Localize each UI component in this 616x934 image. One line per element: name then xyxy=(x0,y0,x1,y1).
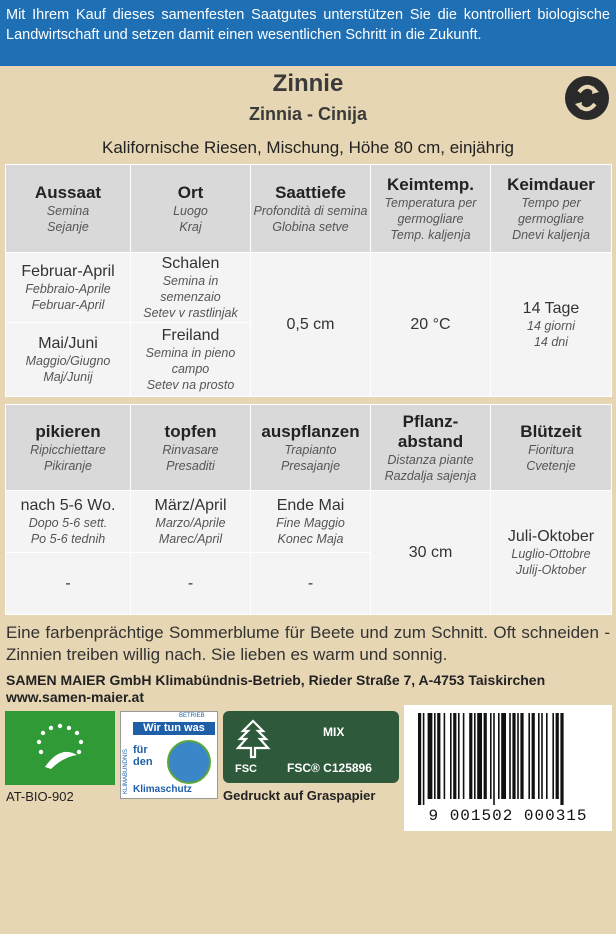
barcode-bar xyxy=(484,713,487,799)
barcode-bar xyxy=(538,713,540,799)
barcode-bar xyxy=(434,713,436,799)
barcode-bar xyxy=(437,713,440,799)
barcode-bar xyxy=(444,713,446,799)
barcode-bar xyxy=(556,713,559,799)
sowing-table xyxy=(5,164,612,397)
barcode-bar xyxy=(501,713,506,799)
eu-organic-logo xyxy=(5,711,115,785)
topfen-row2: - xyxy=(131,553,251,615)
fsc-mix: MIX xyxy=(323,725,345,739)
header-ort: Ort Luogo Kraj xyxy=(131,165,251,253)
barcode-bar xyxy=(520,713,523,799)
ort-row2: Freiland Semina in pieno campo Setev na prosto xyxy=(131,323,251,397)
barcode-bar xyxy=(512,713,515,799)
header-auspflanzen: auspflanzen Trapianto Presajanje xyxy=(251,405,371,491)
globe-icon xyxy=(167,740,211,784)
barcode-bar xyxy=(490,713,492,799)
klimabuendnis-logo xyxy=(120,711,218,799)
fsc-logo xyxy=(223,711,399,783)
ort-row1: Schalen Semina in semenzaio Setev v rastlinjak xyxy=(131,253,251,323)
eu-organic-code: AT-BIO-902 xyxy=(6,789,74,804)
keimtemp-value: 20 °C xyxy=(371,253,491,397)
barcode-bar xyxy=(469,713,472,799)
klimabuendnis-klimaschutz: Klimaschutz xyxy=(133,784,192,795)
barcode-bar xyxy=(418,713,421,805)
company-website: www.samen-maier.at xyxy=(6,689,144,705)
klimabuendnis-vertical-text: KLIMABÜNDNIS xyxy=(123,748,129,794)
saattiefe-value: 0,5 cm xyxy=(251,253,371,397)
header-pflanzabstand: Pflanz-abstand Distanza piante Razdalja sajenja xyxy=(371,405,491,491)
barcode-bar xyxy=(458,713,460,799)
klimabuendnis-slogan: Wir tun was xyxy=(133,722,215,735)
barcode-bar xyxy=(552,713,554,799)
recycle-icon xyxy=(565,76,609,120)
bluetezeit-value: Juli-Oktober Luglio-Ottobre Julij-Oktober xyxy=(491,491,612,615)
barcode-bar xyxy=(546,713,548,799)
company-info xyxy=(6,672,545,706)
header-keimdauer: Keimdauer Tempo per germogliare Dnevi kaljenja xyxy=(491,165,612,253)
barcode-number: 9 001502 000315 xyxy=(428,807,588,825)
aussaat-row1: Februar-April Febbraio-Aprile Februar-April xyxy=(6,253,131,323)
barcode-bar xyxy=(498,713,500,799)
barcode xyxy=(404,705,612,831)
barcode-bar xyxy=(423,713,425,805)
barcode-bar xyxy=(509,713,511,799)
barcode-bar xyxy=(528,713,530,799)
header-pikieren: pikieren Ripicchiettare Pikiranje xyxy=(6,405,131,491)
klimabuendnis-fuer: für den xyxy=(133,744,153,768)
barcode-bars xyxy=(404,705,612,805)
klimabuendnis-betrieb: BETRIEB xyxy=(179,713,205,719)
barcode-bar xyxy=(493,713,495,805)
barcode-bar xyxy=(541,713,543,799)
barcode-bar xyxy=(453,713,456,799)
barcode-bar xyxy=(450,713,452,799)
fsc-label: FSC xyxy=(235,763,257,775)
barcode-bar xyxy=(477,713,482,799)
description: Eine farbenprächtige Sommerblume für Beete und zum Schnitt. Oft schneiden - Zinnien treiben willig nach. Sie lieben es warm und sonnig. xyxy=(6,623,610,664)
header-saattiefe: Saattiefe Profondità di semina Globina setve xyxy=(251,165,371,253)
product-title: Zinnie xyxy=(272,70,344,97)
aussaat-row2: Mai/Juni Maggio/Giugno Maj/Junij xyxy=(6,323,131,397)
topfen-row1: März/April Marzo/Aprile Marec/April xyxy=(131,491,251,553)
barcode-bar xyxy=(463,713,465,799)
auspflanzen-row1: Ende Mai Fine Maggio Konec Maja xyxy=(251,491,371,553)
pikieren-row1: nach 5-6 Wo. Dopo 5-6 sett. Po 5-6 tednih xyxy=(6,491,131,553)
abstand-value: 30 cm xyxy=(371,491,491,615)
barcode-bar xyxy=(560,713,563,805)
barcode-bar xyxy=(517,713,519,799)
variety-line: Kalifornische Riesen, Mischung, Höhe 80 cm, einjährig xyxy=(102,138,514,157)
keimdauer-value: 14 Tage 14 giorni 14 dni xyxy=(491,253,612,397)
barcode-bar xyxy=(474,713,476,799)
fsc-tree-icon xyxy=(233,717,273,761)
company-address: SAMEN MAIER GmbH Klimabündnis-Betrieb, Rieder Straße 7, A-4753 Taiskirchen xyxy=(6,672,546,688)
header-bluetezeit: Blützeit Fioritura Cvetenje xyxy=(491,405,612,491)
product-subtitle: Zinnia - Cinija xyxy=(248,104,367,124)
pikieren-row2: - xyxy=(6,553,131,615)
top-banner: Mit Ihrem Kauf dieses samenfesten Saatgutes unterstützen Sie die kontrolliert biologische Landwirtschaft und setzen damit einen wesentlichen Schritt in die Zukunft. xyxy=(0,0,616,66)
fsc-code: FSC® C125896 xyxy=(287,761,372,775)
barcode-bar xyxy=(532,713,535,799)
header-topfen: topfen Rinvasare Presaditi xyxy=(131,405,251,491)
header-aussaat: Aussaat Semina Sejanje xyxy=(6,165,131,253)
barcode-bar xyxy=(428,713,433,799)
header-keimtemp: Keimtemp. Temperatura per germogliare Temp. kaljenja xyxy=(371,165,491,253)
printed-on-note: Gedruckt auf Graspapier xyxy=(223,788,376,803)
planting-table xyxy=(5,404,612,615)
auspflanzen-row2: - xyxy=(251,553,371,615)
